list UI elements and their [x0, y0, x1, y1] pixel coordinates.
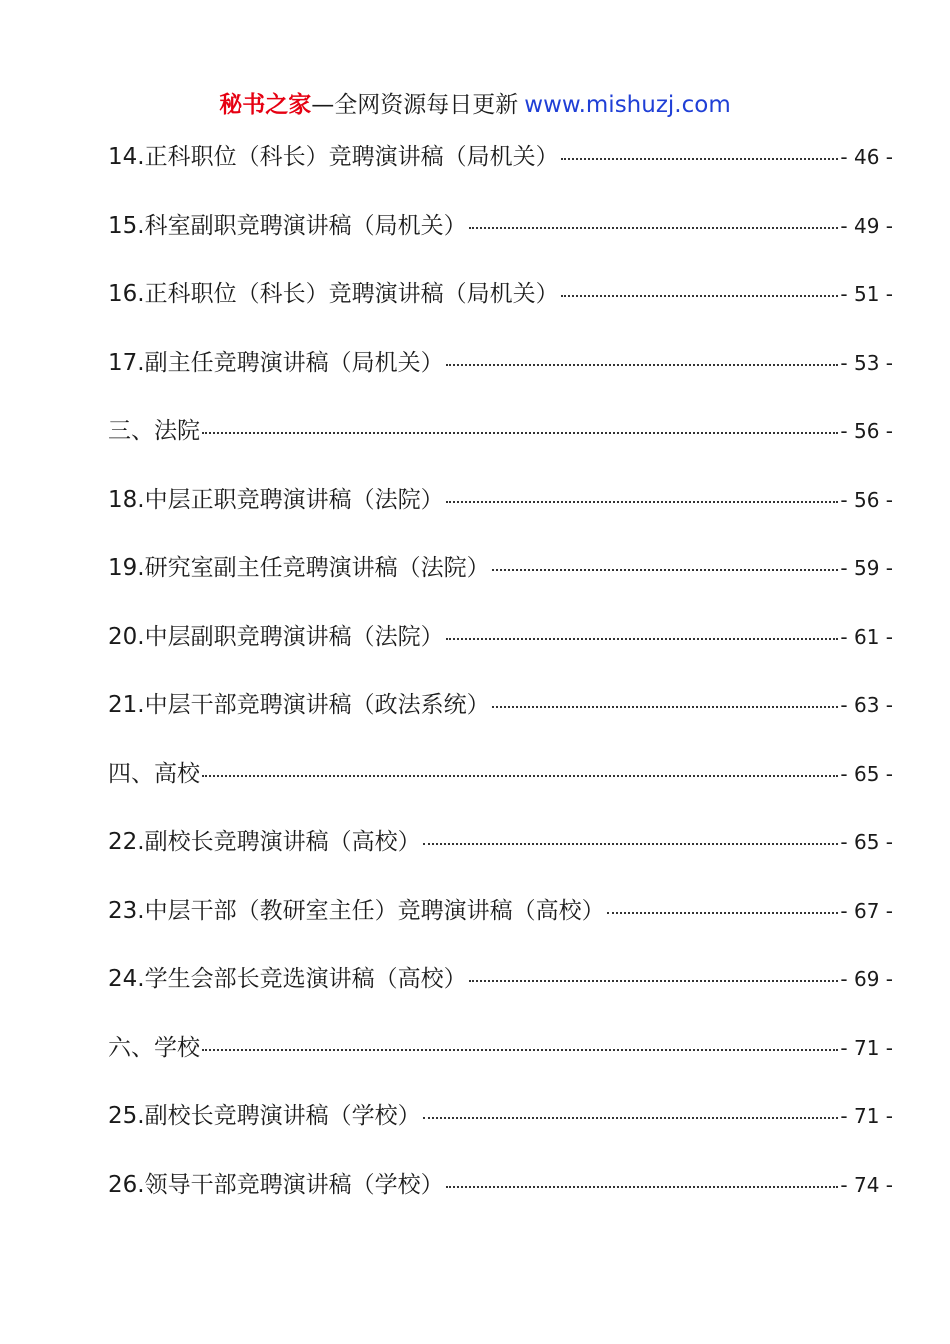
toc-dot-leader — [202, 1049, 838, 1051]
toc-dot-leader — [607, 912, 839, 914]
toc-dot-leader — [446, 638, 839, 640]
toc-page-number: - 61 - — [840, 624, 893, 649]
toc-entry[interactable] — [108, 820, 893, 889]
toc-page-number: - 56 - — [840, 487, 893, 512]
toc-dot-leader — [561, 158, 839, 160]
toc-entry-title: 23.中层干部（教研室主任）竞聘演讲稿（高校） — [108, 897, 605, 924]
header-tagline: —全网资源每日更新 — [311, 92, 519, 118]
toc-dot-leader — [446, 1186, 839, 1188]
toc-entry-title: 17.副主任竞聘演讲稿（局机关） — [108, 349, 444, 376]
toc-entry-title: 14.正科职位（科长）竞聘演讲稿（局机关） — [108, 144, 559, 170]
toc-entry[interactable] — [108, 615, 893, 684]
toc-page-number: - 49 - — [840, 213, 893, 238]
toc-entry-title: 26.领导干部竞聘演讲稿（学校） — [108, 1171, 444, 1198]
toc-entry-title: 22.副校长竞聘演讲稿（高校） — [108, 829, 421, 855]
toc-dot-leader — [202, 775, 838, 777]
toc-dot-leader — [469, 227, 839, 229]
toc-entry[interactable] — [108, 341, 893, 410]
toc-dot-leader — [446, 364, 839, 366]
toc-dot-leader — [446, 501, 839, 503]
toc-entry[interactable] — [108, 135, 893, 204]
toc-dot-leader — [423, 843, 839, 845]
brand-name: 秘书之家 — [219, 92, 312, 118]
toc-dot-leader — [423, 1117, 839, 1119]
toc-entry-title: 19.研究室副主任竞聘演讲稿（法院） — [108, 555, 490, 581]
toc-entry-title: 18.中层正职竞聘演讲稿（法院） — [108, 486, 444, 513]
toc-entry[interactable] — [108, 546, 893, 615]
page-header — [0, 88, 950, 122]
toc-page-number: - 71 - — [840, 1104, 893, 1128]
toc-dot-leader — [561, 295, 839, 297]
toc-page-number: - 67 - — [840, 898, 893, 923]
toc-page-number: - 74 - — [840, 1172, 893, 1197]
toc-page-number: - 65 - — [840, 830, 893, 854]
table-of-contents — [108, 135, 893, 1231]
toc-entry[interactable] — [108, 1094, 893, 1163]
toc-section-heading[interactable] — [108, 409, 893, 478]
toc-dot-leader — [492, 569, 839, 571]
toc-entry[interactable] — [108, 683, 893, 752]
toc-page-number: - 63 - — [840, 693, 893, 717]
toc-entry[interactable] — [108, 204, 893, 273]
toc-dot-leader — [202, 432, 838, 434]
toc-entry-title: 16.正科职位（科长）竞聘演讲稿（局机关） — [108, 281, 559, 307]
toc-entry[interactable] — [108, 272, 893, 341]
toc-entry-title: 21.中层干部竞聘演讲稿（政法系统） — [108, 692, 490, 718]
toc-page-number: - 53 - — [840, 350, 893, 375]
toc-page-number: - 69 - — [840, 967, 893, 991]
toc-page-number: - 56 - — [840, 419, 893, 443]
toc-dot-leader — [492, 706, 839, 708]
toc-page-number: - 65 - — [840, 761, 893, 786]
site-url-link[interactable]: www.mishuzj.com — [524, 92, 731, 118]
toc-entry-title: 20.中层副职竞聘演讲稿（法院） — [108, 623, 444, 650]
toc-page-number: - 46 - — [840, 145, 893, 169]
toc-entry-title: 15.科室副职竞聘演讲稿（局机关） — [108, 212, 467, 239]
toc-page-number: - 59 - — [840, 556, 893, 580]
toc-entry-title: 三、法院 — [108, 418, 200, 444]
toc-entry-title: 四、高校 — [108, 760, 200, 787]
toc-dot-leader — [469, 980, 839, 982]
toc-entry[interactable] — [108, 478, 893, 547]
toc-section-heading[interactable] — [108, 752, 893, 821]
toc-page-number: - 51 - — [840, 282, 893, 306]
toc-entry[interactable] — [108, 957, 893, 1026]
toc-section-heading[interactable] — [108, 1026, 893, 1095]
toc-entry-title: 六、学校 — [108, 1034, 200, 1061]
toc-entry[interactable] — [108, 1163, 893, 1232]
toc-entry-title: 24.学生会部长竞选演讲稿（高校） — [108, 966, 467, 992]
toc-entry-title: 25.副校长竞聘演讲稿（学校） — [108, 1103, 421, 1129]
toc-page-number: - 71 - — [840, 1035, 893, 1060]
toc-entry[interactable] — [108, 889, 893, 958]
